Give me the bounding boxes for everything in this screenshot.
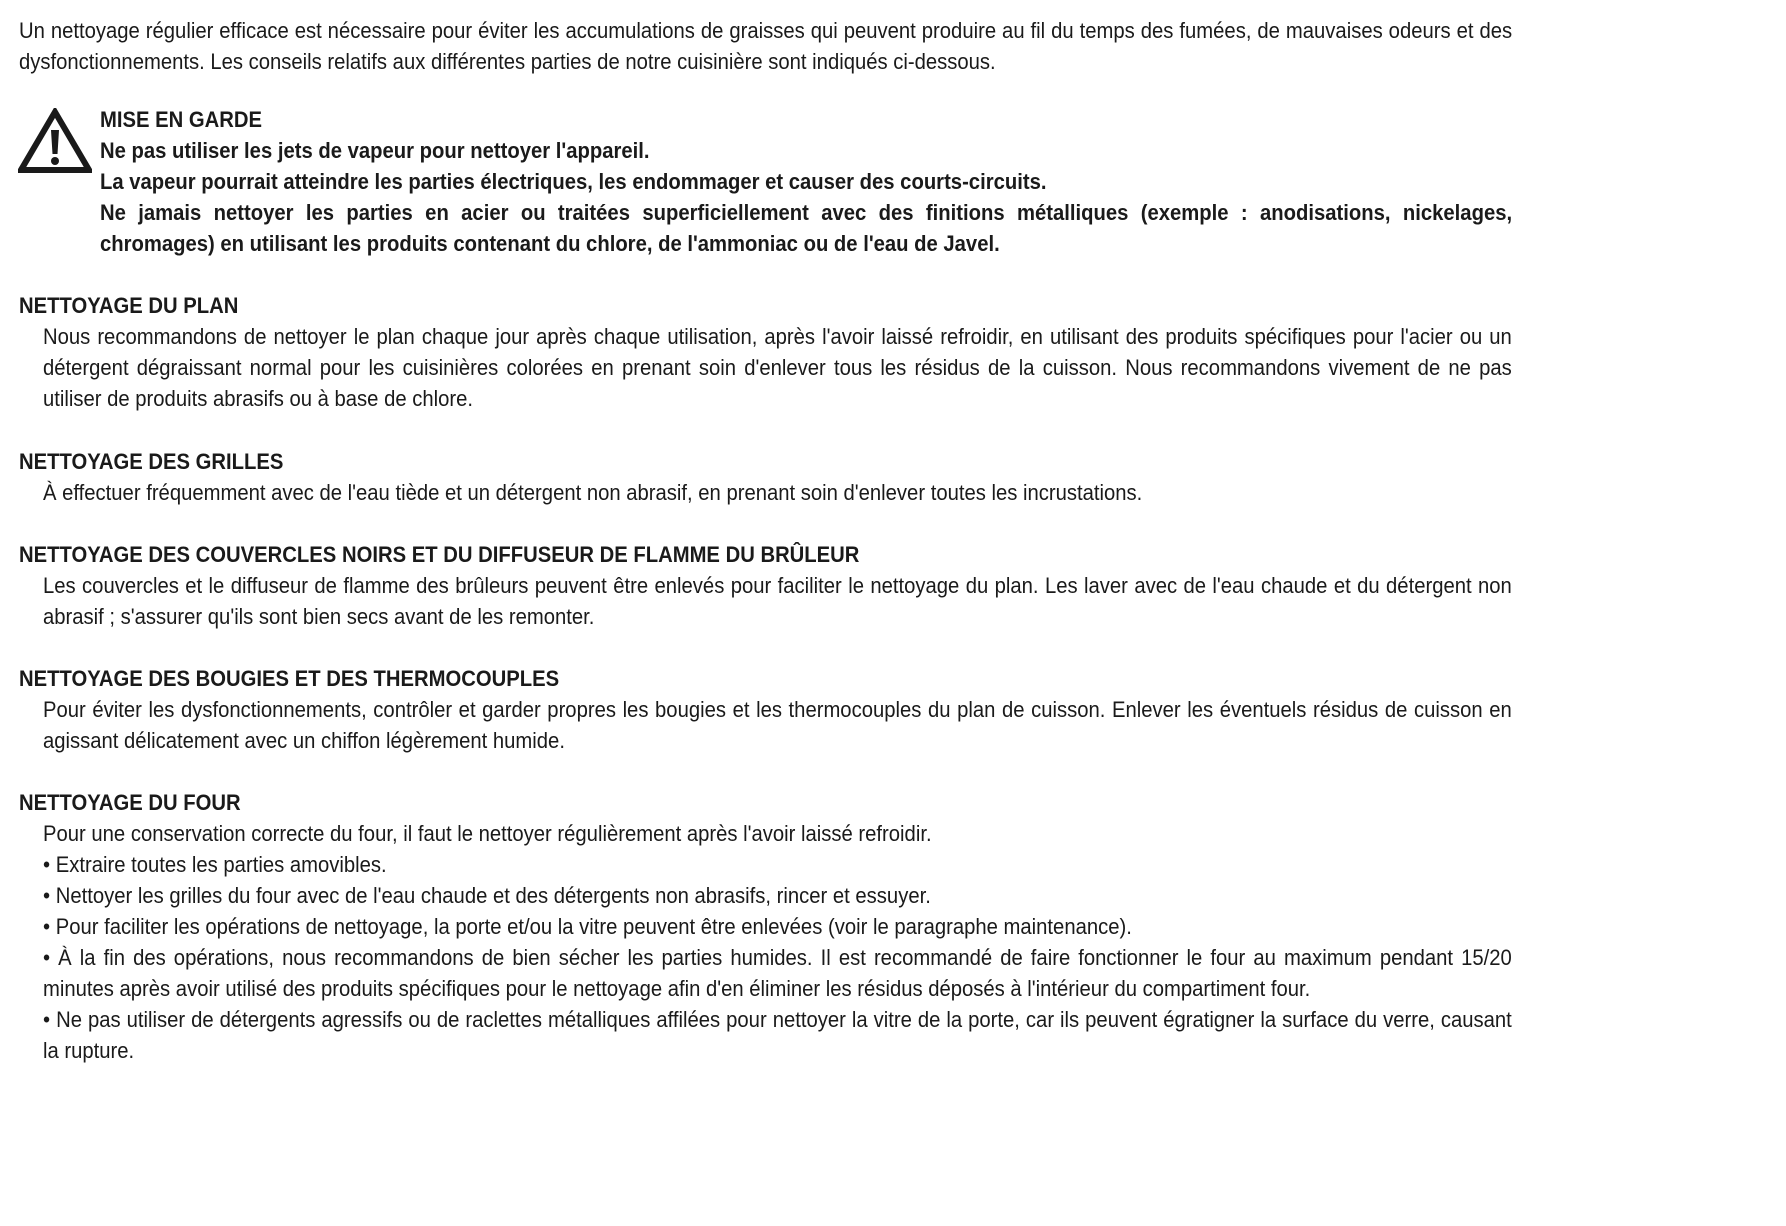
list-item: • Ne pas utiliser de détergents agressifs ou de raclettes métalliques affilées pour nettoyer la vitre de la porte, car ils peuvent égratigner la surface du verre, causant la rupture. xyxy=(43,1004,1512,1066)
warning-title: MISE EN GARDE xyxy=(100,107,263,132)
warning-block xyxy=(100,104,1512,259)
warning-line-3: Ne jamais nettoyer les parties en acier ou traitées superficiellement avec des finitions métalliques (exemple : anodisations, nickelages, chromages) en utilisant les produits contenant du chlore, de l'ammoniac ou de l'eau de Javel. xyxy=(100,200,1513,256)
section-text-plan: Nous recommandons de nettoyer le plan chaque jour après chaque utilisation, après l'avoir laissé refroidir, en utilisant des produits spécifiques pour l'acier ou un détergent dégraissant normal pour les cuisinières colorées en prenant soin d'enlever tous les résidus de la cuisson. Nous recommandons vivement de ne pas utiliser de produits abrasifs ou à base de chlore. xyxy=(43,324,1512,411)
section-text-couvercles: Les couvercles et le diffuseur de flamme des brûleurs peuvent être enlevés pour faciliter le nettoyage du plan. Les laver avec de l'eau chaude et du détergent non abrasif ; s'assurer qu'ils sont bien secs avant de les remonter. xyxy=(43,573,1512,629)
section-title-grilles: NETTOYAGE DES GRILLES xyxy=(19,449,284,474)
warning-line-1: Ne pas utiliser les jets de vapeur pour nettoyer l'appareil. xyxy=(100,138,650,163)
section-title-bougies: NETTOYAGE DES BOUGIES ET DES THERMOCOUPLES xyxy=(19,666,560,691)
warning-line-2: La vapeur pourrait atteindre les parties électriques, les endommager et causer des courts-circuits. xyxy=(100,169,1047,194)
intro-paragraph: Un nettoyage régulier efficace est nécessaire pour éviter les accumulations de graisses qui peuvent produire au fil du temps des fumées, de mauvaises odeurs et des dysfonctionnements. Les conseils relatifs aux différentes parties de notre cuisinière sont indiqués ci-dessous. xyxy=(19,18,1513,74)
section-title-four: NETTOYAGE DU FOUR xyxy=(19,790,241,815)
section-title-plan: NETTOYAGE DU PLAN xyxy=(19,293,239,318)
section-text-grilles: À effectuer fréquemment avec de l'eau tiède et un détergent non abrasif, en prenant soin d'enlever toutes les incrustations. xyxy=(43,480,1143,505)
section-title-couvercles: NETTOYAGE DES COUVERCLES NOIRS ET DU DIFFUSEUR DE FLAMME DU BRÛLEUR xyxy=(19,542,860,567)
list-item: • Extraire toutes les parties amovibles. xyxy=(43,849,1512,880)
list-item: • À la fin des opérations, nous recommandons de bien sécher les parties humides. Il est recommandé de faire fonctionner le four au maximum pendant 15/20 minutes après avoir utilisé des produits spécifiques pour le nettoyage afin d'en éliminer les résidus déposés à l'intérieur du compartiment four. xyxy=(43,942,1512,1004)
list-item: • Nettoyer les grilles du four avec de l'eau chaude et des détergents non abrasifs, rincer et essuyer. xyxy=(43,880,1512,911)
warning-triangle-icon xyxy=(18,108,92,174)
section-intro-four: Pour une conservation correcte du four, il faut le nettoyer régulièrement après l'avoir laissé refroidir. xyxy=(43,821,932,846)
list-item: • Pour faciliter les opérations de nettoyage, la porte et/ou la vitre peuvent être enlevées (voir le paragraphe maintenance). xyxy=(43,911,1512,942)
section-body-four xyxy=(43,818,1512,1066)
section-text-bougies: Pour éviter les dysfonctionnements, contrôler et garder propres les bougies et les thermocouples du plan de cuisson. Enlever les éventuels résidus de cuisson en agissant délicatement avec un chiffon légèrement humide. xyxy=(43,697,1512,753)
